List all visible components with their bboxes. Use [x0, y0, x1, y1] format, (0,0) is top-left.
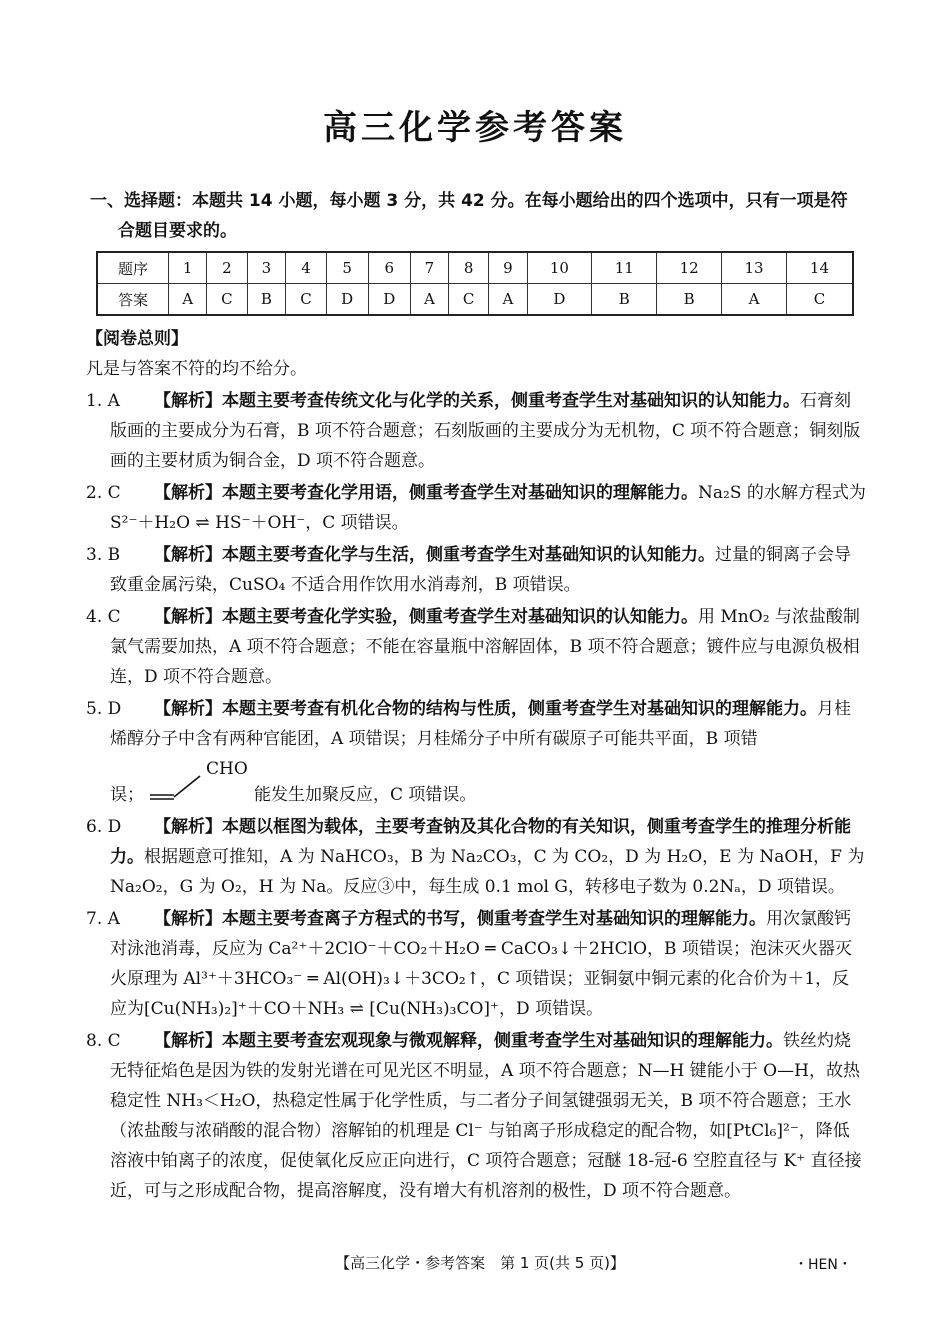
answer-item-3: [86, 540, 866, 600]
question-number: 9: [489, 252, 527, 284]
answer-cell: A: [489, 284, 527, 316]
item-tail-text: 能发生加聚反应，C 项错误。: [254, 785, 477, 805]
item-analysis-heading: 【解析】本题主要考查化学与生活，侧重考查学生对基础知识的认知能力。: [154, 545, 715, 565]
item-number: 5. D: [86, 699, 122, 719]
answer-item-6: [86, 812, 866, 902]
answer-row: [97, 284, 853, 316]
question-number: 7: [410, 252, 448, 284]
item-analysis-heading: 【解析】本题主要考查宏观现象与微观解释，侧重考查学生对基础知识的理解能力。: [154, 1031, 783, 1051]
answer-cell: B: [657, 284, 722, 316]
structure-cho-label: CHO: [206, 759, 248, 779]
answer-cell: D: [326, 284, 368, 316]
answer-item-1: [86, 386, 866, 476]
answer-cell: B: [247, 284, 286, 316]
item-analysis-text: 用次氯酸钙对泳池消毒，反应为 Ca²⁺＋2ClO⁻＋CO₂＋H₂O ═ CaCO₃↓＋2HClO，B 项错误；泡沫灭火器灭火原理为 Al³⁺＋3HCO₃⁻ ═ Al(OH)₃↓＋3CO₂↑，C 项错误；亚铜氨中铜元素的化合价为＋1，反应为[Cu(NH₃)₂]⁺＋CO＋NH₃ ⇌ [Cu(NH₃)₃CO]⁺，D 项错误。: [110, 909, 852, 1019]
question-number-label: 题序: [97, 252, 169, 284]
explanations: [86, 324, 866, 1206]
question-number: 10: [527, 252, 592, 284]
question-number: 4: [286, 252, 326, 284]
question-number: 13: [722, 252, 787, 284]
answer-cell: C: [448, 284, 488, 316]
question-number: 5: [326, 252, 368, 284]
question-number: 2: [207, 252, 247, 284]
item-analysis-text: 根据题意可推知，A 为 NaHCO₃，B 为 Na₂CO₃，C 为 CO₂，D 为 H₂O，E 为 NaOH，F 为 Na₂O₂，G 为 O₂，H 为 Na。反应③中，每生成 0.1 mol G，转移电子数为 0.2Nₐ，D 项错误。: [110, 847, 865, 897]
question-number: 3: [247, 252, 286, 284]
item-analysis-heading: 【解析】本题主要考查化学用语，侧重考查学生对基础知识的理解能力。: [154, 483, 698, 503]
page-title: 高三化学参考答案: [323, 108, 627, 148]
item-analysis-heading: 【解析】本题主要考查化学实验，侧重考查学生对基础知识的认知能力。: [154, 607, 698, 627]
item-analysis-text: 用 MnO₂ 与浓盐酸制氯气需要加热，A 项不符合题意；不能在容量瓶中溶解固体，B 项不符合题意；镀件应与电源负极相连，D 项不符合题意。: [110, 607, 860, 687]
item-analysis-heading: 【解析】本题以框图为载体，主要考查钠及其化合物的有关知识，侧重考查学生的推理分析能力。: [110, 817, 851, 867]
answer-cell: A: [410, 284, 448, 316]
answer-item-7: [86, 904, 866, 1024]
answer-cell: C: [786, 284, 853, 316]
item-number: 3. B: [86, 545, 121, 565]
answer-cell: A: [169, 284, 207, 316]
item-analysis-heading: 【解析】本题主要考查离子方程式的书写，侧重考查学生对基础知识的理解能力。: [154, 909, 766, 929]
item-number: 8. C: [86, 1031, 121, 1051]
item-analysis-text: Na₂S 的水解方程式为 S²⁻＋H₂O ⇌ HS⁻＋OH⁻，C 项错误。: [110, 483, 866, 533]
footer-code: ・HEN・: [794, 1257, 852, 1273]
item-analysis-heading: 【解析】本题主要考查有机化合物的结构与性质，侧重考查学生对基础知识的理解能力。: [154, 699, 817, 719]
answer-cell: D: [368, 284, 410, 316]
answer-cell: C: [286, 284, 326, 316]
section-heading: [90, 186, 870, 246]
item-analysis-text: 过量的铜离子会导致重金属污染，CuSO₄ 不适合用作饮用水消毒剂，B 项错误。: [110, 545, 851, 595]
item-tail-prefix: 误；: [110, 785, 144, 805]
item-number: 4. C: [86, 607, 121, 627]
question-number: 14: [786, 252, 853, 284]
rules-text: 凡是与答案不符的均不给分。: [86, 359, 307, 379]
question-number-row: [97, 252, 853, 284]
answer-item-2: [86, 478, 866, 538]
answer-label: 答案: [97, 284, 169, 316]
answer-item-8: [86, 1026, 866, 1206]
aldehyde-structure: [144, 754, 254, 810]
item-analysis-text: 月桂烯醇分子中含有两种官能团，A 项错误；月桂烯分子中所有碳原子可能共平面，B 项错: [110, 699, 851, 749]
question-number: 8: [448, 252, 488, 284]
item-analysis-heading: 【解析】本题主要考查传统文化与化学的关系，侧重考查学生对基础知识的认知能力。: [154, 391, 800, 411]
item-number: 6. D: [86, 817, 122, 837]
page-footer: 【高三化学・参考答案 第 1 页(共 5 页)】: [335, 1254, 625, 1272]
answer-cell: B: [592, 284, 657, 316]
question-number: 6: [368, 252, 410, 284]
answer-table: [96, 251, 854, 316]
item-analysis-text: 石膏刻版画的主要成分为石膏，B 项不符合题意；石刻版画的主要成分为无机物，C 项不符合题意；铜刻版画的主要材质为铜合金，D 项不符合题意。: [110, 391, 861, 471]
structure-bond-icon: [144, 754, 214, 810]
item-number: 1. A: [86, 391, 120, 411]
question-number: 11: [592, 252, 657, 284]
question-number: 12: [657, 252, 722, 284]
rules-heading: 【阅卷总则】: [86, 329, 188, 349]
item-number: 7. A: [86, 909, 120, 929]
answer-cell: D: [527, 284, 592, 316]
answer-item-5: [86, 694, 866, 810]
item-analysis-text: 铁丝灼烧无特征焰色是因为铁的发射光谱在可见光区不明显，A 项不符合题意；N—H 键能小于 O—H，故热稳定性 NH₃＜H₂O，热稳定性属于化学性质，与二者分子间氢键强弱无关，B 项不符合题意；王水（浓盐酸与浓硝酸的混合物）溶解铂的机理是 Cl⁻ 与铂离子形成稳定的配合物，如[PtCl₆]²⁻，降低溶液中铂离子的浓度，促使氧化反应正向进行，C 项符合题意；冠醚 18-冠-6 空腔直径与 K⁺ 直径接近，可与之形成配合物，提高溶解度，没有增大有机溶剂的极性，D 项不符合题意。: [110, 1031, 862, 1201]
question-number: 1: [169, 252, 207, 284]
item-number: 2. C: [86, 483, 121, 503]
structure-line: [110, 754, 866, 810]
answer-cell: A: [722, 284, 787, 316]
answer-item-4: [86, 602, 866, 692]
section-heading-line1: 一、选择题：本题共 14 小题，每小题 3 分，共 42 分。在每小题给出的四个选项中，只有一项是符: [90, 191, 848, 211]
section-heading-line2: 合题目要求的。: [118, 221, 237, 241]
answer-cell: C: [207, 284, 247, 316]
